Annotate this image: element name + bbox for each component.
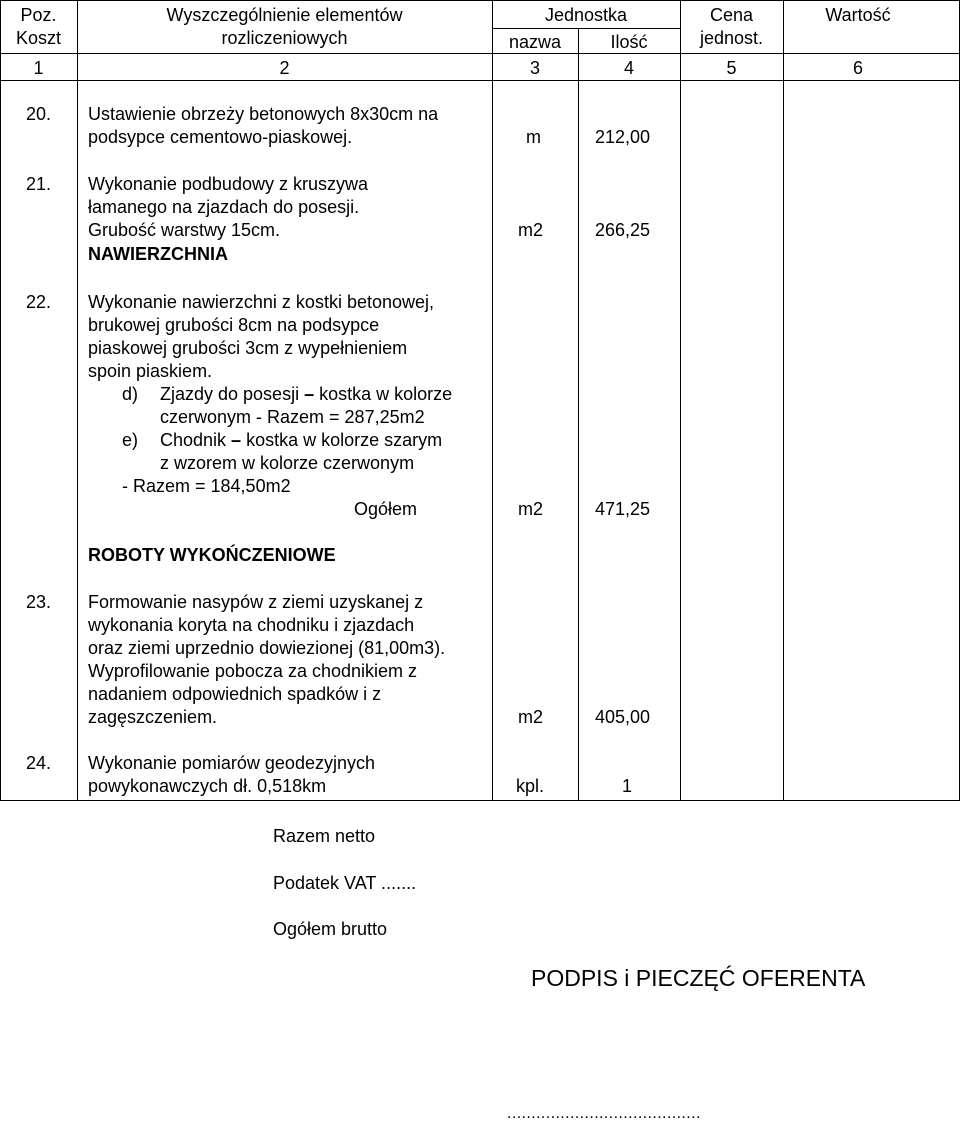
section-heading-roboty: ROBOTY WYKOŃCZENIOWE [88, 545, 336, 565]
header-unit-divider [492, 28, 680, 29]
header-unit: Jednostka [544, 5, 628, 25]
col-divider-2 [492, 0, 493, 800]
row-20-quantity: 212,00 [595, 127, 651, 147]
row-24-number: 24. [26, 753, 52, 773]
header-poz: Poz. Koszt [15, 5, 62, 48]
row-20-number: 20. [26, 104, 52, 124]
summary-netto: Razem netto [273, 826, 376, 846]
signature-label: PODPIS i PIECZĘĆ OFERENTA [531, 965, 866, 991]
row-22-unit: m2 [518, 499, 544, 519]
row-22-item-e-line3: - Razem = 184,50m2 [122, 476, 291, 496]
row-23-description: Formowanie nasypów z ziemi uzyskanej z wykonania koryta na chodniku i zjazdach oraz ziemi uprzednio dowiezionej (81,00m3). Wyprofilowanie pobocza za chodnikiem z nadaniem odpowiednich spadków i z zagęszczeniem. [88, 592, 446, 727]
row-22-description: Wykonanie nawierzchni z kostki betonowej, brukowej grubości 8cm na podsypce piaskowej grubości 3cm z wypełnieniem spoin piaskiem. [88, 292, 435, 381]
row-23-number: 23. [26, 592, 52, 612]
row-21-unit: m2 [518, 220, 544, 240]
row-21-number: 21. [26, 174, 52, 194]
header-value: Wartość [825, 5, 891, 25]
row-22-item-e-line1: Chodnik – kostka w kolorze szarym [160, 430, 443, 450]
col-number-3: 3 [529, 58, 540, 78]
header-price: Cena jednost. [699, 5, 764, 48]
row-21-quantity: 266,25 [595, 220, 651, 240]
col-number-5: 5 [726, 58, 737, 78]
summary-vat: Podatek VAT ....... [273, 873, 417, 893]
section-heading-nawierzchnia: NAWIERZCHNIA [88, 244, 228, 264]
row-24-description: Wykonanie pomiarów geodezyjnych powykonawczych dł. 0,518km [88, 753, 375, 796]
row-22-item-e-label: e) [122, 430, 139, 450]
row-22-item-d-line1: Zjazdy do posesji – kostka w kolorze [160, 384, 453, 404]
row-20-unit: m [526, 127, 541, 147]
row-22-total-label: Ogółem [354, 499, 418, 519]
number-row-bottom-border [0, 80, 960, 81]
col-divider-1 [77, 0, 78, 800]
header-quantity: Ilość [610, 32, 648, 52]
header-unit-name: nazwa [508, 32, 562, 52]
row-22-item-d-label: d) [122, 384, 139, 404]
summary-brutto: Ogółem brutto [273, 919, 388, 939]
row-22-quantity: 471,25 [595, 499, 651, 519]
table-bottom-border [0, 800, 960, 801]
row-23-unit: m2 [518, 707, 544, 727]
row-20-description: Ustawienie obrzeży betonowych 8x30cm na podsypce cementowo-piaskowej. [88, 104, 439, 147]
col-number-6: 6 [852, 58, 863, 78]
col-divider-5 [783, 0, 784, 800]
col-number-1: 1 [33, 58, 44, 78]
signature-line: ........................................ [507, 1105, 701, 1122]
table-left-border [0, 0, 1, 800]
row-24-quantity: 1 [622, 776, 633, 796]
col-divider-4 [680, 0, 681, 800]
row-24-unit: kpl. [516, 776, 545, 796]
row-22-item-d-line2: czerwonym - Razem = 287,25m2 [160, 407, 425, 427]
col-divider-3 [578, 28, 579, 800]
col-number-4: 4 [623, 58, 634, 78]
header-description: Wyszczególnienie elementów rozliczeniowych [166, 5, 403, 48]
row-23-quantity: 405,00 [595, 707, 651, 727]
table-top-border [0, 0, 960, 1]
header-bottom-border [0, 53, 960, 54]
col-number-2: 2 [279, 58, 290, 78]
row-22-item-e-line2: z wzorem w kolorze czerwonym [160, 453, 415, 473]
row-22-number: 22. [26, 292, 52, 312]
row-21-description: Wykonanie podbudowy z kruszywa łamanego na zjazdach do posesji. Grubość warstwy 15cm. [88, 174, 368, 240]
